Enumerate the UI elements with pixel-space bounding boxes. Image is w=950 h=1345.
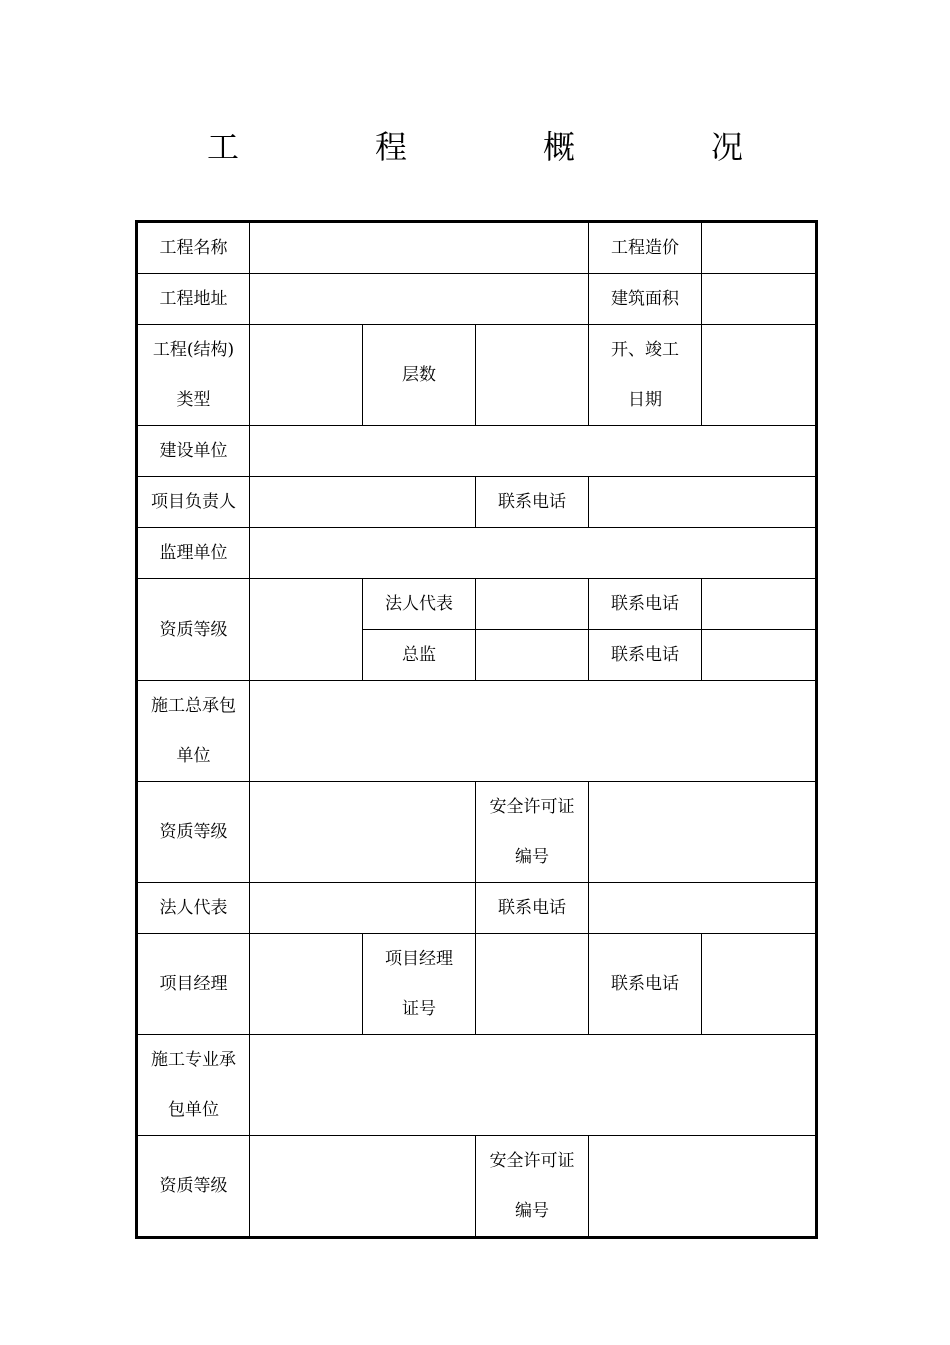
project-cost-field[interactable] bbox=[702, 222, 817, 274]
label-general-contractor-line1: 施工总承包 bbox=[151, 696, 236, 716]
label-gc-legal-rep-phone: 联系电话 bbox=[476, 883, 589, 934]
label-project-leader: 项目负责人 bbox=[137, 477, 250, 528]
label-supervision-unit: 监理单位 bbox=[137, 528, 250, 579]
label-pm-cert-line1: 项目经理 bbox=[385, 949, 453, 969]
label-general-contractor-line2: 单位 bbox=[176, 746, 211, 766]
label-structure-type bbox=[137, 325, 250, 426]
label-supervision-legal-rep: 法人代表 bbox=[363, 579, 476, 630]
project-overview-table bbox=[135, 220, 818, 1239]
label-construction-unit: 建设单位 bbox=[137, 426, 250, 477]
supervision-legal-rep-field[interactable] bbox=[476, 579, 589, 630]
label-gc-safety-permit-line2: 编号 bbox=[515, 847, 549, 867]
label-gc-legal-rep: 法人代表 bbox=[137, 883, 250, 934]
gc-legal-rep-field[interactable] bbox=[250, 883, 476, 934]
label-specialty-contractor-line1: 施工专业承 bbox=[151, 1050, 236, 1070]
label-gc-qualification: 资质等级 bbox=[137, 782, 250, 883]
label-structure-type-line1: 工程(结构) bbox=[152, 340, 235, 360]
general-contractor-field[interactable] bbox=[250, 681, 817, 782]
label-general-contractor bbox=[137, 681, 250, 782]
label-sc-safety-permit-line2: 编号 bbox=[515, 1201, 549, 1221]
leader-phone-field[interactable] bbox=[589, 477, 817, 528]
pm-cert-field[interactable] bbox=[476, 934, 589, 1035]
label-chief-supervisor-phone: 联系电话 bbox=[589, 630, 702, 681]
project-leader-field[interactable] bbox=[250, 477, 476, 528]
label-chief-supervisor: 总监 bbox=[363, 630, 476, 681]
supervision-qualification-field[interactable] bbox=[250, 579, 363, 681]
label-specialty-contractor bbox=[137, 1035, 250, 1136]
construction-unit-field[interactable] bbox=[250, 426, 817, 477]
label-supervision-qualification: 资质等级 bbox=[137, 579, 250, 681]
label-project-address: 工程地址 bbox=[137, 274, 250, 325]
project-manager-field[interactable] bbox=[250, 934, 363, 1035]
label-dates-line2: 日期 bbox=[628, 390, 662, 410]
supervision-unit-field[interactable] bbox=[250, 528, 817, 579]
gc-legal-rep-phone-field[interactable] bbox=[589, 883, 817, 934]
label-structure-type-line2: 类型 bbox=[176, 390, 211, 410]
sc-qualification-field[interactable] bbox=[250, 1136, 476, 1238]
label-sc-qualification: 资质等级 bbox=[137, 1136, 250, 1238]
label-pm-cert-line2: 证号 bbox=[402, 999, 436, 1019]
label-sc-safety-permit bbox=[476, 1136, 589, 1238]
dates-field[interactable] bbox=[702, 325, 817, 426]
label-project-manager: 项目经理 bbox=[137, 934, 250, 1035]
page-title: 工 程 概 况 bbox=[206, 128, 795, 166]
label-legal-rep-phone: 联系电话 bbox=[589, 579, 702, 630]
label-specialty-contractor-line2: 包单位 bbox=[168, 1100, 219, 1120]
label-pm-phone: 联系电话 bbox=[589, 934, 702, 1035]
label-project-name: 工程名称 bbox=[137, 222, 250, 274]
chief-supervisor-phone-field[interactable] bbox=[702, 630, 817, 681]
floors-field[interactable] bbox=[476, 325, 589, 426]
project-address-field[interactable] bbox=[250, 274, 589, 325]
building-area-field[interactable] bbox=[702, 274, 817, 325]
label-gc-safety-permit-line1: 安全许可证 bbox=[489, 797, 575, 817]
project-name-field[interactable] bbox=[250, 222, 589, 274]
label-leader-phone: 联系电话 bbox=[476, 477, 589, 528]
gc-safety-permit-field[interactable] bbox=[589, 782, 817, 883]
label-building-area: 建筑面积 bbox=[589, 274, 702, 325]
specialty-contractor-field[interactable] bbox=[250, 1035, 817, 1136]
label-gc-safety-permit bbox=[476, 782, 589, 883]
label-dates bbox=[589, 325, 702, 426]
label-project-cost: 工程造价 bbox=[589, 222, 702, 274]
pm-phone-field[interactable] bbox=[702, 934, 817, 1035]
label-pm-cert bbox=[363, 934, 476, 1035]
sc-safety-permit-field[interactable] bbox=[589, 1136, 817, 1238]
label-dates-line1: 开、竣工 bbox=[611, 340, 679, 360]
chief-supervisor-field[interactable] bbox=[476, 630, 589, 681]
label-floors: 层数 bbox=[363, 325, 476, 426]
structure-type-field[interactable] bbox=[250, 325, 363, 426]
legal-rep-phone-field[interactable] bbox=[702, 579, 817, 630]
gc-qualification-field[interactable] bbox=[250, 782, 476, 883]
label-sc-safety-permit-line1: 安全许可证 bbox=[489, 1151, 575, 1171]
